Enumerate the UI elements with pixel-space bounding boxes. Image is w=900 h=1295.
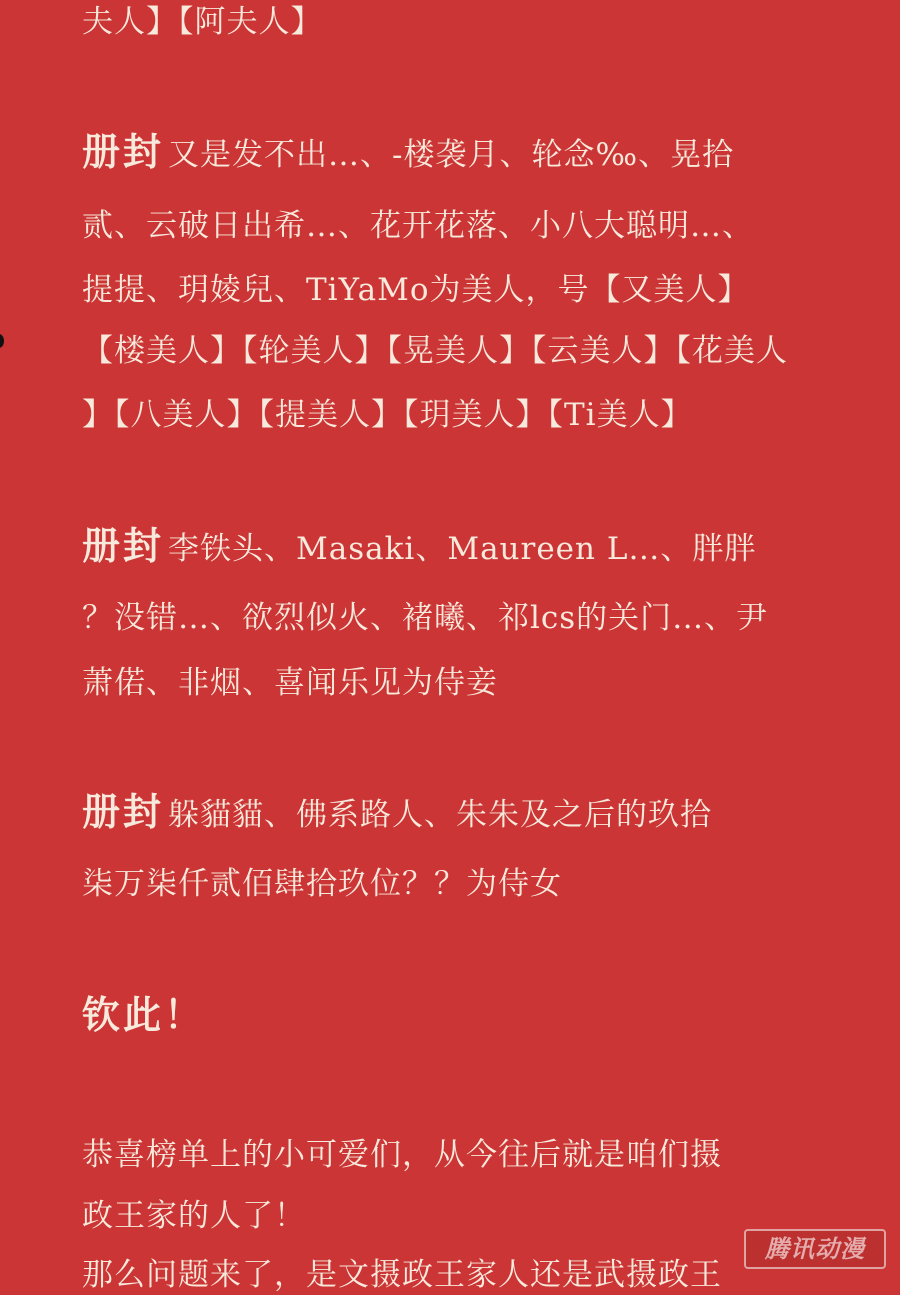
text-line: 政王家的人了！: [82, 1198, 306, 1234]
paragraph-2-line-1: [82, 523, 757, 569]
text-line: 提提、玥婈兒、TiYaMo为美人，号【又美人】: [82, 272, 750, 308]
text-line: 】【八美人】【提美人】【玥美人】【Ti美人】: [82, 397, 693, 433]
text-line: 躲貓貓、佛系路人、朱朱及之后的玖拾: [168, 797, 713, 833]
decree-keyword: 册封: [82, 523, 165, 568]
paragraph-3-line-1: [82, 789, 713, 835]
text-line: 李铁头、Masaki、Maureen L…、胖胖: [168, 531, 757, 567]
edge-dot: [0, 334, 4, 348]
text-line: 贰、云破日出希…、花开花落、小八大聪明…、: [82, 208, 754, 244]
text-line: 夫人】【阿夫人】: [82, 4, 323, 40]
tencent-comic-watermark: 腾讯动漫: [744, 1229, 886, 1269]
text-line: 恭喜榜单上的小可爱们，从今往后就是咱们摄: [82, 1137, 722, 1173]
text-line: 柒万柒仟贰佰肆拾玖位？？为侍女: [82, 866, 562, 902]
decree-keyword: 册封: [82, 129, 165, 174]
text-line: 【楼美人】【轮美人】【晃美人】【云美人】【花美人: [82, 333, 788, 369]
paragraph-1-line-1: [82, 129, 735, 175]
text-line: 又是发不出…、-楼袭月、轮念‰、晃拾: [168, 137, 735, 173]
text-line: 萧偌、非烟、喜闻乐见为侍妾: [82, 665, 498, 701]
decree-keyword: 册封: [82, 789, 165, 834]
text-line: 那么问题来了，是文摄政王家人还是武摄政王: [82, 1257, 722, 1293]
text-line: ？没错…、欲烈似火、褚曦、祁lcs的关门…、尹: [82, 600, 769, 636]
decree-closing: 钦此！: [82, 992, 206, 1037]
